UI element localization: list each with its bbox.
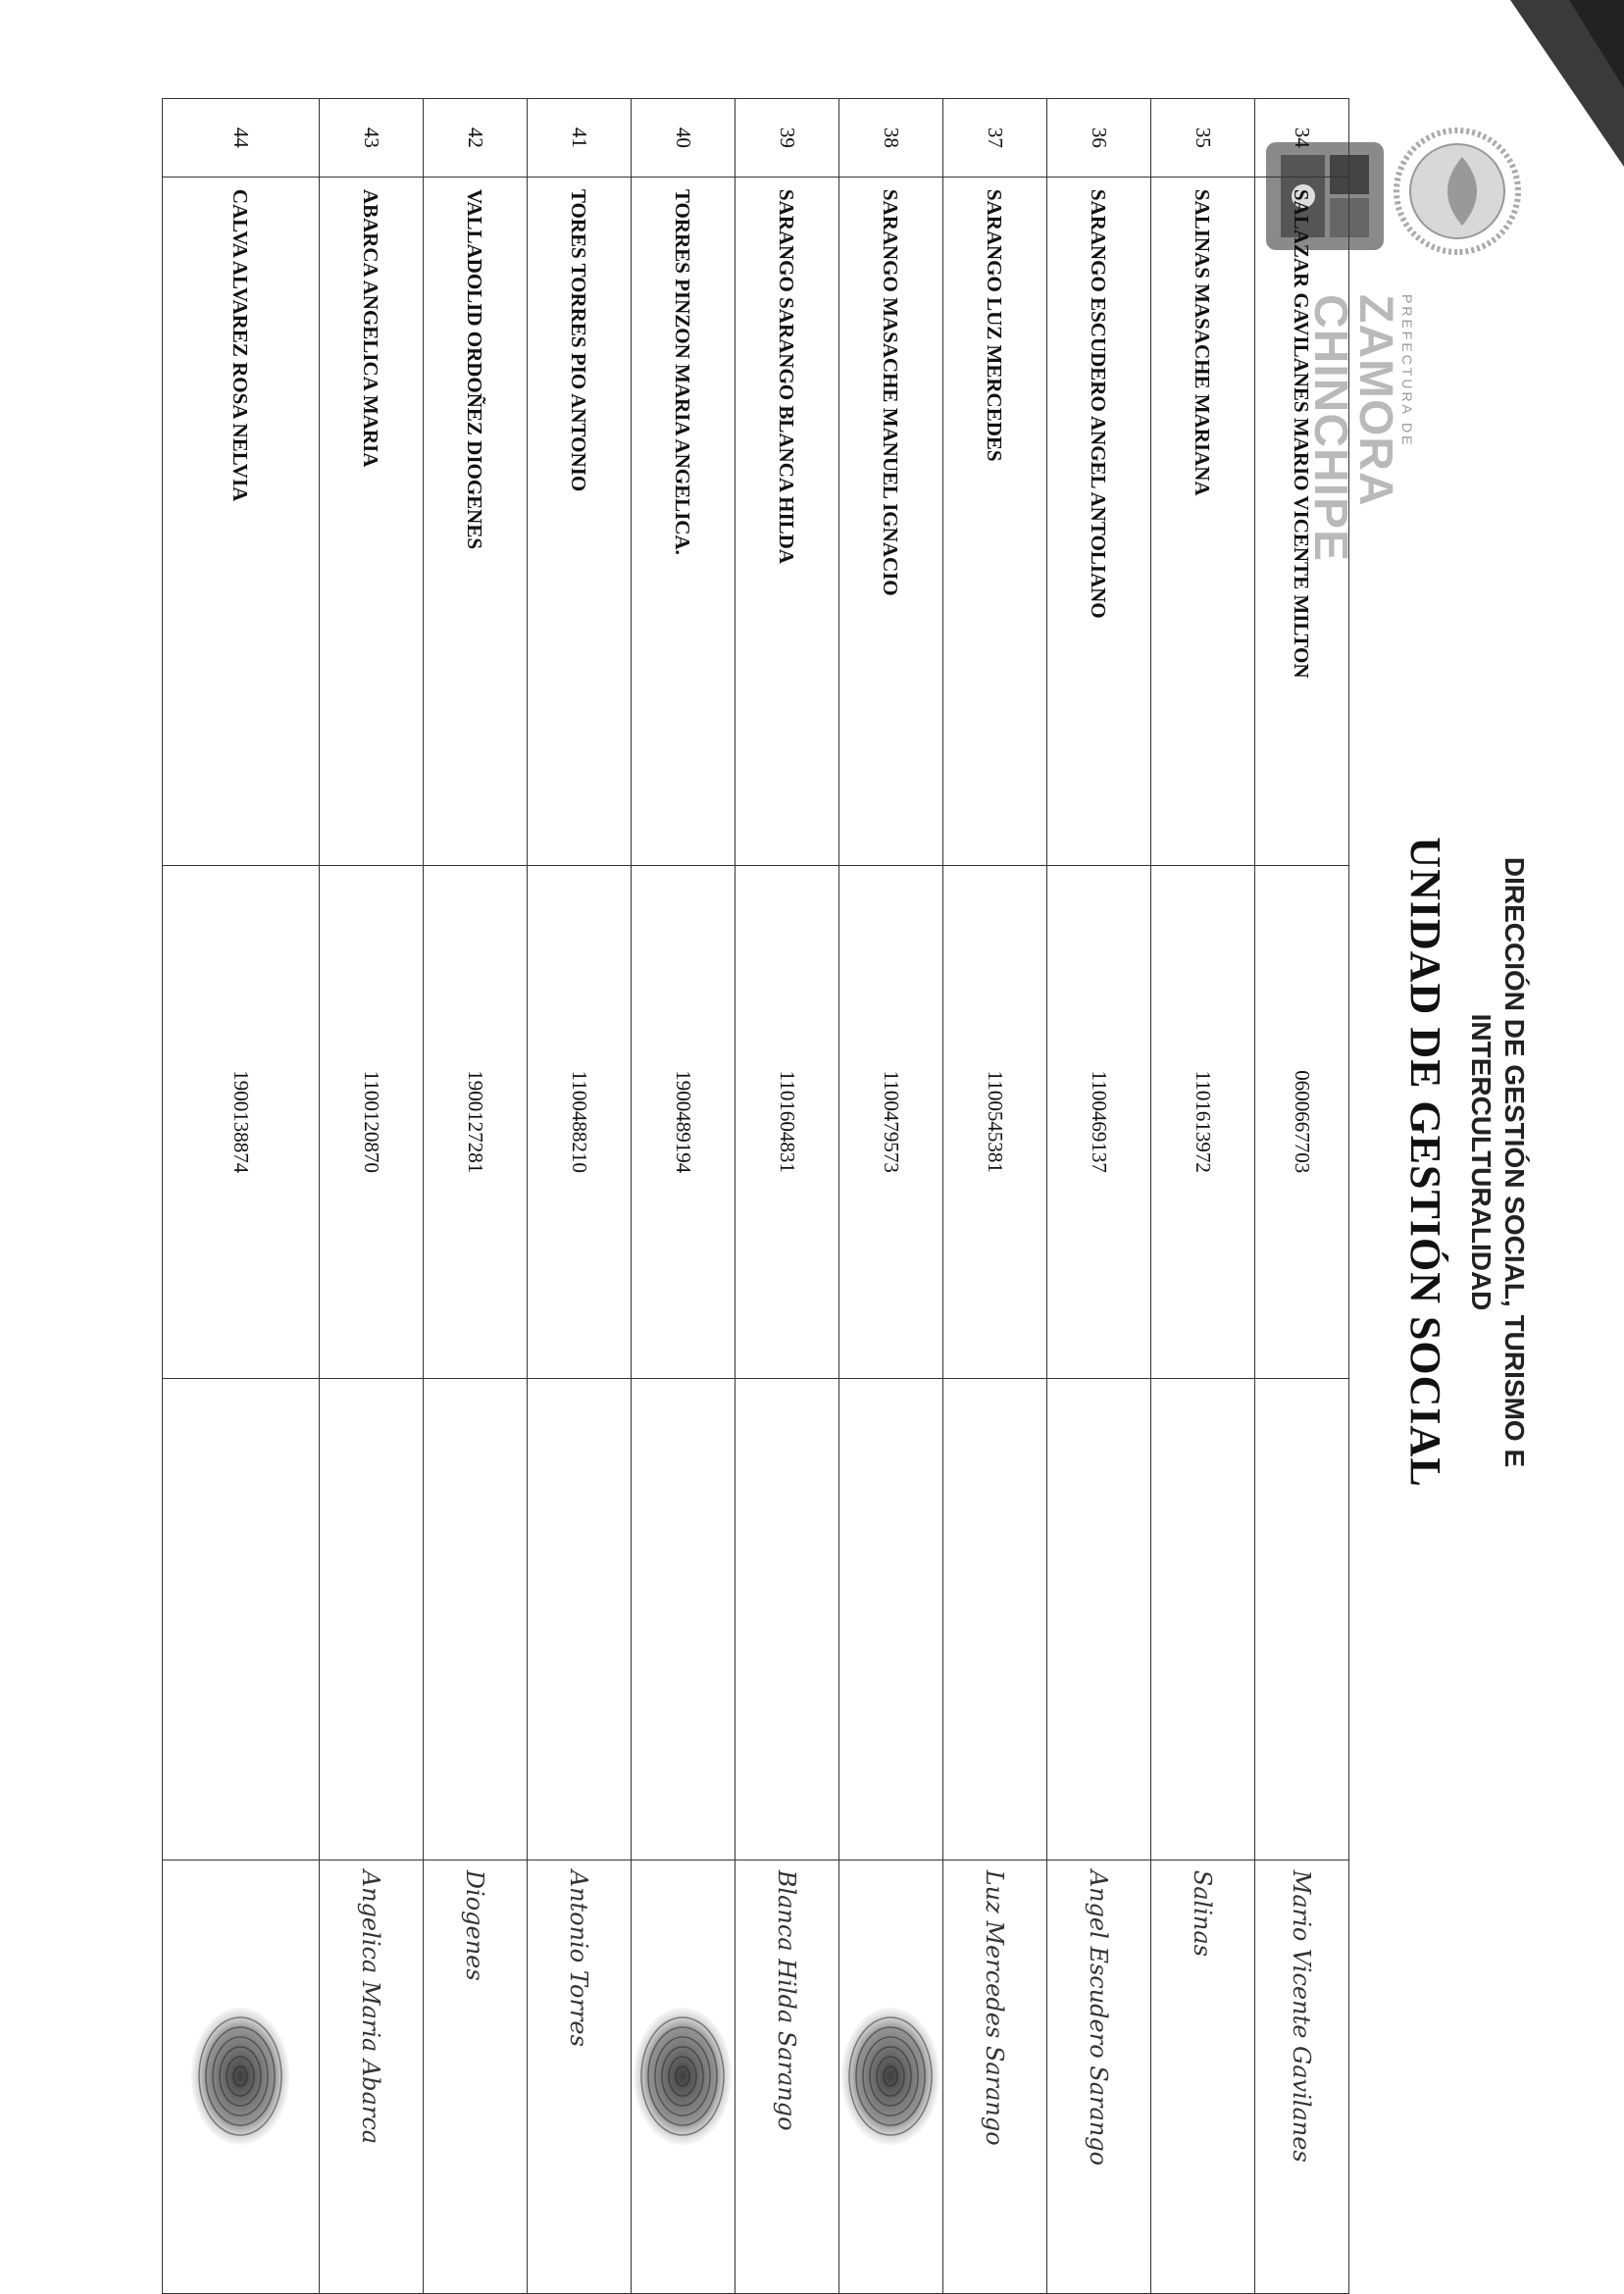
empty-cell <box>163 1378 320 1860</box>
row-number: 44 <box>163 99 320 178</box>
row-number: 35 <box>1151 99 1255 178</box>
logo-prefectura-text: PREFECTURA DE <box>1399 294 1415 448</box>
handwritten-signature: Salinas <box>1189 1869 1217 1957</box>
row-number: 37 <box>943 99 1047 178</box>
signature-cell <box>1255 1860 1349 2293</box>
cedula-number: 1900127281 <box>424 865 528 1378</box>
signature-cell <box>736 1860 839 2293</box>
row-number: 34 <box>1255 99 1349 178</box>
table-row <box>320 99 424 2294</box>
cedula-number: 1101604831 <box>736 865 839 1378</box>
table-row <box>528 99 632 2294</box>
signature-cell <box>1151 1860 1255 2293</box>
person-name: TORES TORRES PIO ANTONIO <box>528 177 632 865</box>
signature-cell <box>632 1860 736 2293</box>
row-number: 38 <box>839 99 943 178</box>
signature-cell <box>839 1860 943 2293</box>
empty-cell <box>1255 1378 1349 1860</box>
signature-cell <box>320 1860 424 2293</box>
cedula-number: 1900138874 <box>163 865 320 1378</box>
cedula-number: 1100479573 <box>839 865 943 1378</box>
row-number: 41 <box>528 99 632 178</box>
signature-cell <box>528 1860 632 2293</box>
cedula-number: 1100469137 <box>1047 865 1151 1378</box>
person-name: ABARCA ANGELICA MARIA <box>320 177 424 865</box>
handwritten-signature: Diogenes <box>461 1869 489 1981</box>
empty-cell <box>736 1378 839 1860</box>
signature-cell <box>163 1860 320 2293</box>
fingerprint-icon <box>837 2003 945 2150</box>
document-header <box>1399 804 1531 1520</box>
direction-title-line2: INTERCULTURALIDAD <box>1466 1013 1497 1311</box>
cedula-number: 1101613972 <box>1151 865 1255 1378</box>
table-row <box>1047 99 1151 2294</box>
empty-cell <box>424 1378 528 1860</box>
row-number: 40 <box>632 99 736 178</box>
fingerprint-icon <box>630 2003 737 2150</box>
person-name: SARANGO LUZ MERCEDES <box>943 177 1047 865</box>
cedula-number: 1900489194 <box>632 865 736 1378</box>
empty-cell <box>1047 1378 1151 1860</box>
row-number: 36 <box>1047 99 1151 178</box>
person-name: TORRES PINZON MARIA ANGELICA. <box>632 177 736 865</box>
handwritten-signature: Mario Vicente Gavilanes <box>1288 1869 1316 2163</box>
signature-cell <box>1047 1860 1151 2293</box>
signature-cell <box>424 1860 528 2293</box>
cedula-number: 1100488210 <box>528 865 632 1378</box>
row-number: 39 <box>736 99 839 178</box>
table-row <box>943 99 1047 2294</box>
empty-cell <box>839 1378 943 1860</box>
handwritten-signature: Luz Mercedes Sarango <box>981 1869 1009 2146</box>
person-name: CALVA ALVAREZ ROSA NELVIA <box>163 177 320 865</box>
table-row <box>632 99 736 2294</box>
person-name: VALLADOLID ORDOÑEZ DIOGENES <box>424 177 528 865</box>
cedula-number: 1100120870 <box>320 865 424 1378</box>
handwritten-signature: Antonio Torres <box>565 1869 593 2047</box>
signature-cell <box>943 1860 1047 2293</box>
person-name: SALINAS MASACHE MARIANA <box>1151 177 1255 865</box>
table-row <box>1255 99 1349 2294</box>
person-name: SALAZAR GAVILANES MARIO VICENTE MILTON <box>1255 177 1349 865</box>
person-name: SARANGO SARANGO BLANCA HILDA <box>736 177 839 865</box>
logo-chinchipe-text: CHINCHIPE <box>1304 294 1356 563</box>
cedula-number: 1100545381 <box>943 865 1047 1378</box>
cedula-number: 0600667703 <box>1255 865 1349 1378</box>
table-row <box>424 99 528 2294</box>
direction-title-line1: DIRECCIÓN DE GESTIÓN SOCIAL, TURISMO E <box>1499 856 1530 1468</box>
empty-cell <box>320 1378 424 1860</box>
table-row <box>1151 99 1255 2294</box>
handwritten-signature: Blanca Hilda Sarango <box>773 1869 801 2131</box>
person-name: SARANGO ESCUDERO ANGEL ANTOLIANO <box>1047 177 1151 865</box>
empty-cell <box>1151 1378 1255 1860</box>
person-name: SARANGO MASACHE MANUEL IGNACIO <box>839 177 943 865</box>
empty-cell <box>528 1378 632 1860</box>
row-number: 42 <box>424 99 528 178</box>
handwritten-signature: Angelica Maria Abarca <box>357 1869 385 2145</box>
row-number: 43 <box>320 99 424 178</box>
logo-zamora-text: ZAMORA <box>1349 294 1401 507</box>
table-row <box>839 99 943 2294</box>
table-row <box>163 99 320 2294</box>
unit-title: UNIDAD DE GESTIÓN SOCIAL <box>1401 837 1449 1488</box>
handwritten-signature: Angel Escudero Sarango <box>1085 1869 1113 2167</box>
fingerprint-icon <box>187 2003 295 2150</box>
empty-cell <box>943 1378 1047 1860</box>
empty-cell <box>632 1378 736 1860</box>
table-row <box>736 99 839 2294</box>
attendance-table <box>162 98 1349 2294</box>
